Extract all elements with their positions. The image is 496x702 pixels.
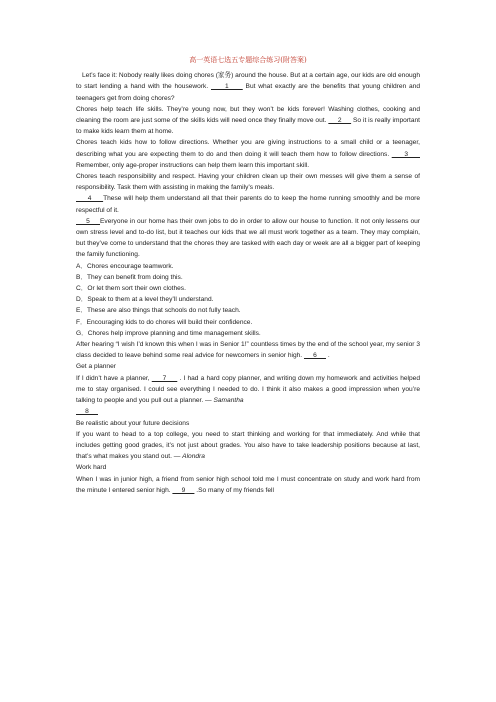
- blank-2: 2: [328, 117, 352, 125]
- option-b: B．They can benefit from doing this.: [76, 273, 183, 281]
- signature: Samantha: [213, 397, 244, 405]
- paragraph: When I was in junior high, a friend from senior high school told me I must concentrate on study and work hard from the minute I entered senior high. 9 .So many of my friends fell: [76, 475, 420, 494]
- option-a: A．Chores encourage teamwork.: [76, 262, 174, 270]
- blank-5: 5: [76, 217, 100, 225]
- paragraph: After hearing “I wish I’d known this when I was in Senior 1!” countless times by the end of the school year, my senior 3 class decided to leave behind some real advice for newcomers in senior high. 6 .: [76, 341, 420, 360]
- option-d: D．Speak to them at a level they’ll understand.: [76, 296, 214, 304]
- section-heading: Work hard: [76, 464, 107, 472]
- signature: Alondra: [182, 453, 205, 461]
- blank-8: 8: [76, 408, 98, 416]
- blank-4: 4: [76, 195, 104, 203]
- section-heading: Get a planner: [76, 363, 116, 371]
- paragraph: 5 Everyone in our home has their own jobs to do in order to allow our house to function. It not only lessens our own stress level and to-do list, but it teaches our kids that we all must work together as a team. They may complain, but they’ve come to understand that the chores they are tasked with each day or week are all a bigger part of keeping the family functioning.: [76, 217, 420, 259]
- paragraph: Chores teach kids how to follow directions. Whether you are giving instructions to a small child or a teenager, describing what you are expecting them to do and then doing it will teach them how to follow directions. 3 Remember, only age-proper instructions can help them learn this important skill.: [76, 139, 420, 169]
- option-e: E．These are also things that schools do not fully teach.: [76, 307, 241, 315]
- blank-6: 6: [303, 352, 326, 360]
- blank-1: 1: [211, 83, 243, 91]
- option-c: C．Or let them sort their own clothes.: [76, 285, 186, 293]
- paragraph: Chores help teach life skills. They’re young now, but they won’t be kids forever! Washing clothes, cooking and cleaning the room are just some of the skills kids will need once they finally move out. 2 So it is really important to make kids learn them at home.: [76, 105, 420, 136]
- blank-3: 3: [391, 150, 420, 158]
- option-f: F．Encouraging kids to do chores will build their confidence.: [76, 318, 253, 326]
- paragraph: If you want to head to a top college, you need to start thinking and working for that immediately. And while that includes getting good grades, it’s not just about grades. You also have to take leadership positions because at last, that’s what makes you stand out. — Alondra: [76, 430, 420, 461]
- blank-7: 7: [151, 374, 178, 382]
- paragraph: If I didn’t have a planner, 7 . I had a hard copy planner, and writing down my homework and activities helped me to stay organised. I could see everything I needed to do. I think it also makes a good impression when you’re talking to people and you pull out a planner. — Samantha 8: [76, 374, 420, 416]
- paragraph: Chores teach responsibility and respect. Having your children clean up their own messes will give them a sense of responsibility. Task them with assisting in making the family’s meals. 4 These will help them understand all that their parents do to keep the home running smoothly and be more respectful of it.: [76, 173, 420, 214]
- document-title: 高一英语七选五专题综合练习(附答案): [189, 56, 307, 64]
- blank-9: 9: [172, 486, 195, 494]
- section-heading: Be realistic about your future decisions: [76, 419, 190, 427]
- paragraph: Let’s face it: Nobody really likes doing chores (家务) around the house. But at a certain age, our kids are old enough to start lending a hand with the housework. 1 But what exactly are the benefits that young children and teenagers get from doing chores?: [76, 72, 420, 102]
- option-g: G．Chores help improve planning and time management skills.: [76, 329, 261, 337]
